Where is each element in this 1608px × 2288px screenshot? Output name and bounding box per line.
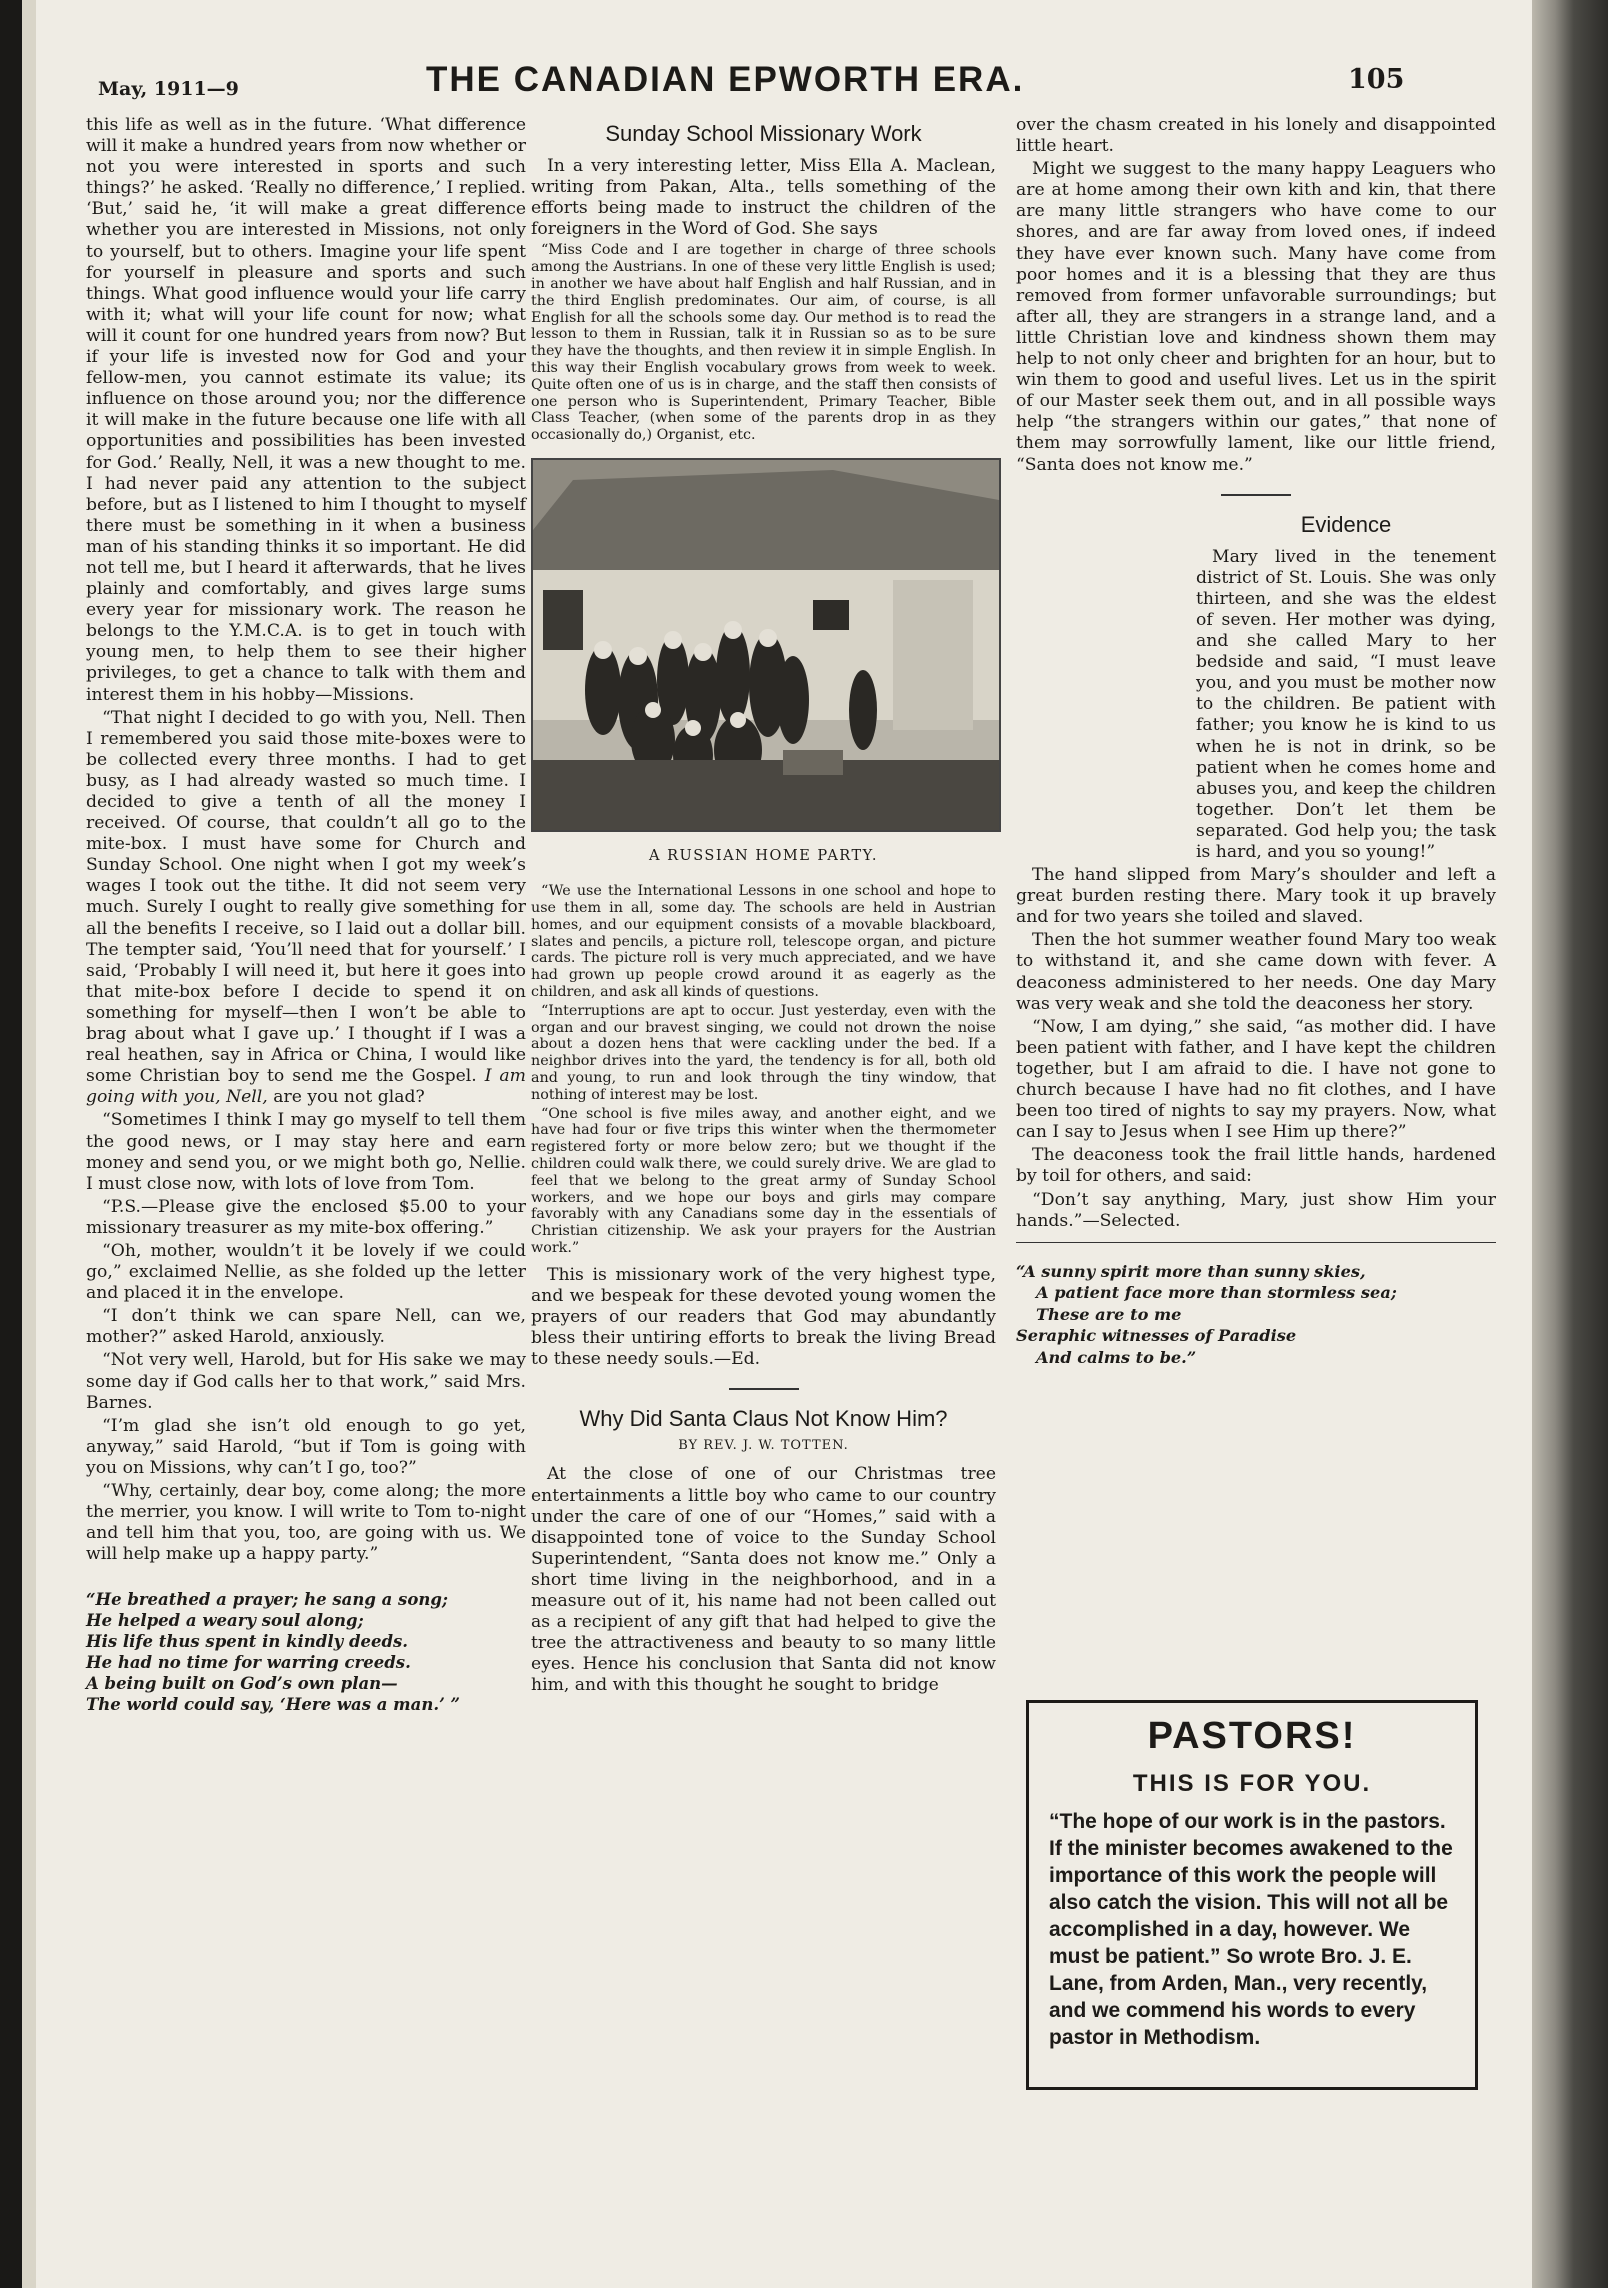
box-subtitle: THIS IS FOR YOU.	[1132, 1770, 1372, 1797]
paragraph: “That night I decided to go with you, Nell. Then I remembered you said those mite-boxes were to be collected every three months. I had to get busy, as I had already wasted so much time. I decided to give a tenth of all the money I received. Of course, that couldn’t all go to the mite-box. I must have some for Church and Sunday School. One night when I got my week’s wages I took out the tithe. It did not seem very much. Surely I ought to really give something for all the benefits I receive, so I laid out a dollar bill. The tempter said, ‘You’ll need that for yourself.’ I said, ‘Probably I will need it, but here it goes into that mite-box before I decide to spend it on something for myself—then I won’t be able to brag about what I gave up.’ I thought if I was a real heathen, say in Africa or China, I would like some Christian boy to send me the Gospel. I am going with you, Nell, are you not glad?	[86, 707, 526, 1108]
magazine-title: THE CANADIAN EPWORTH ERA.	[426, 60, 1025, 99]
divider	[1016, 1242, 1496, 1243]
photo-caption: A RUSSIAN HOME PARTY.	[649, 848, 878, 865]
evidence-section: Evidence Mary lived in the tenement district of St. Louis. She was only thirteen, and she was the eldest of seven. Her mother was dying, and she called Mary to her bedside and said, “I must leave you, and you must be mother now to the children. Be patient with father; you know he is kind to us when he is not in drink, so be patient when he comes home and abuses you, and keep the children together. Don’t let them be separated. God help you; the task is hard, and you so young!”	[1196, 511, 1496, 862]
paragraph: Might we suggest to the many happy Leaguers who are at home among their own kith and kin, that there are many little strangers who have come to our shores, and are far away from loved ones, if indeed they have ever known such. Many have come from poor homes and it is a blessing that they are thus removed from former unfavorable surroundings; but after all, they are strangers in a strange land, and a little Christian love and kindness shown them may help to not only cheer and brighten for an hour, but to win them to good and useful lives. Let us in the spirit of our Master seek them out, and in all possible ways help “the strangers within our gates,” that none of them may sorrowfully lament, like our little friend, “Santa does not know me.”	[1016, 159, 1496, 475]
facing-page-edge	[22, 0, 36, 2288]
paragraph: “Oh, mother, wouldn’t it be lovely if we could go,” exclaimed Nellie, as she folded up the letter and placed it in the envelope.	[86, 1240, 526, 1304]
paragraph: At the close of one of our Christmas tree entertainments a little boy who came to our country under the care of one of our “Homes,” said with a disappointed tone of voice to the Sunday School Superintendent, “Santa does not know me.” Only a short time living in the neighborhood, and in a measure out of it, his name had not been called out as a recipient of any gift that had helped to give the tree the attractiveness and beauty to so many little eyes. Hence his conclusion that Santa did not know him, and with this thought he sought to bridge	[531, 1464, 996, 1696]
section-divider	[1221, 494, 1291, 496]
paragraph: this life as well as in the future. ‘What difference will it make a hundred years from now whether or not you were interested in sports and such things?’ he asked. ‘Really no difference,’ I replied. ‘But,’ said he, ‘it will make a great difference whether you are interested in Missions, not only to yourself, but to others. Imagine your life spent for yourself in pleasure and sports and such things. What good influence would your life carry with it; what will your life count for now; what will it count for one hundred years from now? But if your life is invested now for God and your fellow-men, you cannot estimate its value; its influence on those around you; nor the difference it will make in the future because one life with all opportunities and possibilities has been invested for God.’ Really, Nell, it was a new thought to me. I had never paid any attention to the subject before, but as I listened to him I thought to myself there must be something in it when a business man of his standing thinks it so important. He did not tell me, but I heard it afterwards, that he lives plainly and comfortably, and gives large sums every year for missionary work. The reason he belongs to the Y.M.C.A. is to get in touch with young men, to help them to see their higher privileges, to get a chance to talk with them and interest them in his hobby—Missions.	[86, 115, 526, 705]
box-body: “The hope of our work is in the pastors. If the minister becomes awakened to the importance of this work the people will also catch the vision. This will not all be accomplished in a day, however. We must be patient.” So wrote Bro. J. E. Lane, from Arden, Man., very recently, and we commend his words to every pastor in Methodism.	[1049, 1810, 1453, 2049]
paragraph: This is missionary work of the very highest type, and we bespeak for these devoted young women the prayers of our readers that God may abundantly bless their untiring efforts to break the living Bread to these needy souls.—Ed.	[531, 1264, 996, 1370]
paragraph: “I’m glad she isn’t old enough to go yet, anyway,” said Harold, “but if Tom is going with you on Missions, why can’t I go, too?”	[86, 1415, 526, 1478]
paragraph: over the chasm created in his lonely and disappointed little heart.	[1016, 115, 1496, 157]
russian-home-party-photo	[531, 458, 1001, 832]
paragraph: “Why, certainly, dear boy, come along; the more the merrier, you know. I will write to Tom to-night and tell him that you, too, are going with us. We will help make up a happy party.”	[86, 1481, 526, 1565]
article-heading: Evidence	[1300, 511, 1392, 537]
column-right	[1016, 115, 1496, 1368]
poem-man: “He breathed a prayer; he sang a song; He helped a weary soul along; His life thus spent in kindly deeds. He had no time for warring creeds. A being built on God’s own plan— The world could say, ‘Here was a man.’ ”	[86, 1590, 461, 1715]
paragraph: The hand slipped from Mary’s shoulder and left a great burden resting there. Mary took it up bravely and for two years she toiled and slaved.	[1016, 865, 1496, 928]
section-divider	[729, 1388, 799, 1390]
paragraph: The deaconess took the frail little hands, hardened by toil for others, and said:	[1016, 1145, 1496, 1187]
quoted-letter: “Miss Code and I are together in charge of three schools among the Austrians. In one of these very little English is used; in another we have about half English and half Russian, and in the third English predominates. Our aim, of course, is all English for all the schools some day. Our method is to read the lesson to them in Russian, talk it in Russian so as to be sure they have the thoughts, and then review it in simple English. In this way their English vocabulary grows from week to week. Quite often one of us is in charge, and the staff then consists of one person who is Superintendent, Primary Teacher, Bible Class Teacher, (when some of the parents drop in as they occasionally do,) Organist, etc.	[531, 242, 996, 444]
page-number: 105	[1348, 64, 1405, 95]
magazine-page	[36, 0, 1532, 2288]
poem-sunny-spirit: “A sunny spirit more than sunny skies, A patient face more than stormless sea; These are to me Seraphic witnesses of Paradise And calms to be.”	[1016, 1261, 1397, 1367]
box-title: PASTORS!	[1147, 1715, 1357, 1757]
article-heading: Sunday School Missionary Work	[605, 121, 922, 146]
page-stack-edge	[1532, 0, 1608, 2288]
column-middle	[531, 115, 996, 1698]
column-left	[86, 115, 526, 1715]
paragraph: “P.S.—Please give the enclosed $5.00 to your missionary treasurer as my mite-box offering.”	[86, 1196, 526, 1238]
byline: BY REV. J. W. TOTTEN.	[678, 1438, 849, 1454]
book-spine-edge	[0, 0, 22, 2288]
paragraph: “Not very well, Harold, but for His sake we may some day if God calls her to that work,” said Mrs. Barnes.	[86, 1350, 526, 1413]
article-heading: Why Did Santa Claus Not Know Him?	[579, 1406, 948, 1432]
paragraph: “Don’t say anything, Mary, just show Him your hands.”—Selected.	[1016, 1189, 1496, 1231]
paragraph: “Sometimes I think I may go myself to tell them the good news, or I may stay here and earn money and send you, or we might both go, Nellie. I must close now, with lots of love from Tom.	[86, 1110, 526, 1194]
paragraph: “I don’t think we can spare Nell, can we, mother?” asked Harold, anxiously.	[86, 1306, 526, 1348]
photo-figure	[531, 458, 996, 838]
quoted-letter-continued: “We use the International Lessons in one school and hope to use them in all, some day. The schools are held in Austrian homes, and our equipment consists of a movable blackboard, slates and pencils, a picture roll, telescope organ, and picture cards. The picture roll is very much appreciated, and we have had grown up people crowd around it as eagerly as the children, and ask all kinds of questions. “Interruptions are apt to occur. Just yesterday, even with the organ and our bravest singing, we could not drown the noise about a dozen hens that were cackling under the bed. If a neighbor drives into the yard, the tendency is for all, both old and young, to run and look through the tiny window, that nothing of interest may be lost. “One school is five miles away, and another eight, and we have had four or five trips this winter when the thermometer registered forty or more below zero; but we thought if the children could walk there, we could surely drive. We are glad to feel that we belong to the great army of Sunday School workers, and we hope our boys and girls may compare favorably with any Canadians some day in the essentials of Christian citizenship. We ask your prayers for the Austrian work.”	[531, 883, 996, 1256]
page-header	[36, 60, 1532, 110]
issue-date: May, 1911—9	[98, 78, 239, 100]
paragraph: “Now, I am dying,” she said, “as mother did. I have been patient with father, and I have kept the children together, but I am afraid to die. I have not gone to church because I have had no fit clothes, and I have been too tired of nights to say my prayers. Now, what can I say to Jesus when I see Him up there?”	[1016, 1016, 1496, 1143]
paragraph: In a very interesting letter, Miss Ella A. Maclean, writing from Pakan, Alta., tells something of the efforts being made to instruct the children of the foreigners in the Word of God. She says	[531, 156, 996, 240]
paragraph: Then the hot summer weather found Mary too weak to withstand it, and she came down with fever. A deaconess administered to her needs. One day Mary was very weak and she told the deaconess her story.	[1016, 930, 1496, 1014]
pastors-notice-box	[1026, 1700, 1478, 2090]
